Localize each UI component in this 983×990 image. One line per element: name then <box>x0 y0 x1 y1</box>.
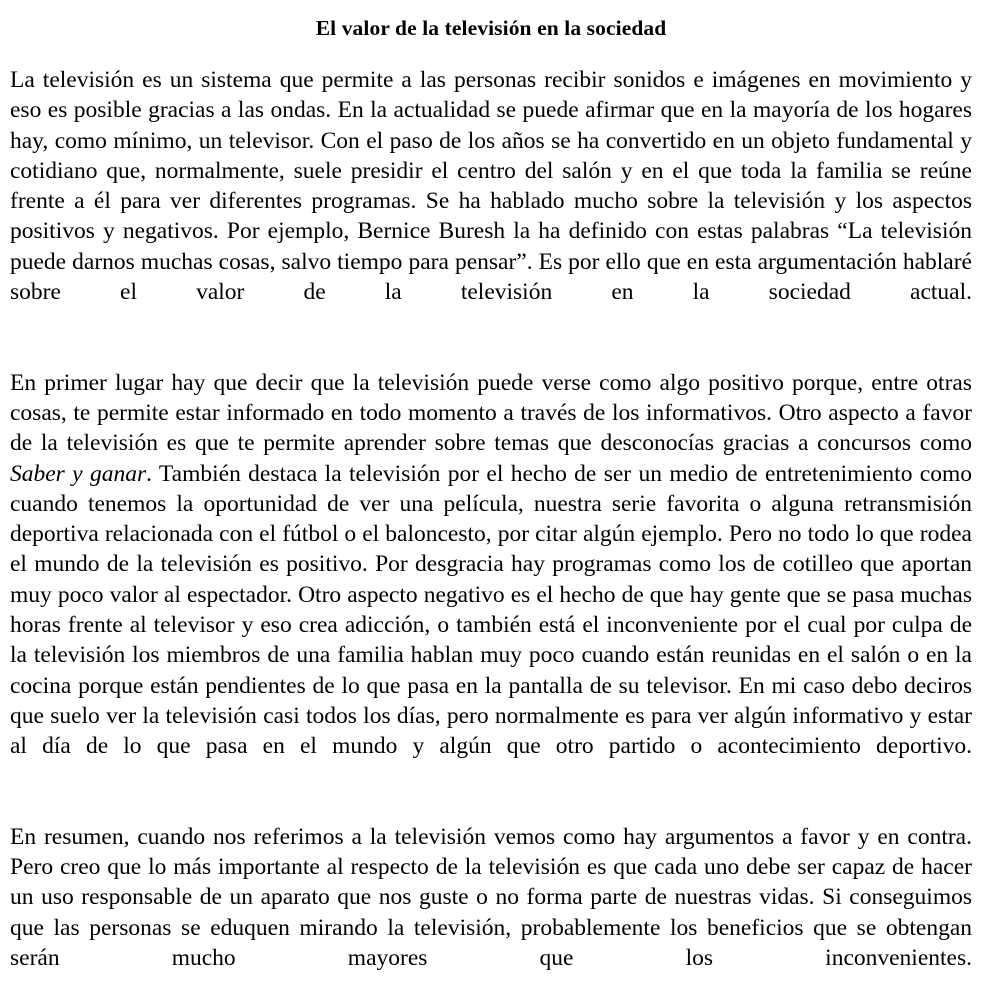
document-body <box>10 65 972 990</box>
paragraph-3 <box>10 822 972 990</box>
page-title: El valor de la televisión en la sociedad <box>315 16 667 40</box>
paragraph-2-text-tail: . También destaca la televisión por el hecho de ser un medio de entretenimiento como cuando tenemos la oportunidad de ver una película, nuestra serie favorita o alguna retransmisión deportiva relacionada con el fútbol o el baloncesto, por citar algún ejemplo. Pero no todo lo que rodea el mundo de la televisión es positivo. Por desgracia hay programas como los de cotilleo que aportan muy poco valor al espectador. Otro aspecto negativo es el hecho de que hay gente que se pasa muchas horas frente al televisor y eso crea adicción, o también está el inconveniente por el cual por culpa de la televisión los miembros de una familia hablan muy poco cuando están reunidas en el salón o en la cocina porque están pendientes de lo que pasa en la pantalla de su televisor. En mi caso debo deciros que suelo ver la televisión casi todos los días, pero normalmente es para ver algún informativo y estar al día de lo que pasa en el mundo y algún que otro partido o acontecimiento deportivo. <box>10 460 973 760</box>
paragraph-1 <box>10 65 972 338</box>
paragraph-1-text: La televisión es un sistema que permite a las personas recibir sonidos e imágenes en movimiento y eso es posible gracias a las ondas. En la actualidad se puede afirmar que en la mayoría de los hogares hay, como mínimo, un televisor. Con el paso de los años se ha convertido en un objeto fundamental y cotidiano que, normalmente, suele presidir el centro del salón y en el que toda la familia se reúne frente a él para ver diferentes programas. Se ha hablado mucho sobre la televisión y los aspectos positivos y negativos. Por ejemplo, Bernice Buresh la ha definido con estas palabras “La televisión puede darnos muchas cosas, salvo tiempo para pensar”. Es por ello que en esta argumentación hablaré sobre el valor de la televisión en la sociedad actual. <box>10 67 972 306</box>
paragraph-3-text: En resumen, cuando nos referimos a la televisión vemos como hay argumentos a favor y en contra. Pero creo que lo más importante al respecto de la televisión es que cada uno debe ser capaz de hacer un uso responsable de un aparato que nos guste o no forma parte de nuestras vidas. Si conseguimos que las personas se eduquen mirando la televisión, probablemente los beneficios que se obtengan serán mucho mayores que los inconvenientes. <box>10 823 972 972</box>
program-title-saber-y-ganar: Saber y ganar <box>10 460 147 487</box>
paragraph-2-text-lead: En primer lugar hay que decir que la televisión puede verse como algo positivo porque, entre otras cosas, te permite estar informado en todo momento a través de los informativos. Otro aspecto a favor de la televisión es que te permite aprender sobre temas que desconocías gracias a concursos como <box>10 369 972 457</box>
paragraph-2 <box>10 368 972 792</box>
